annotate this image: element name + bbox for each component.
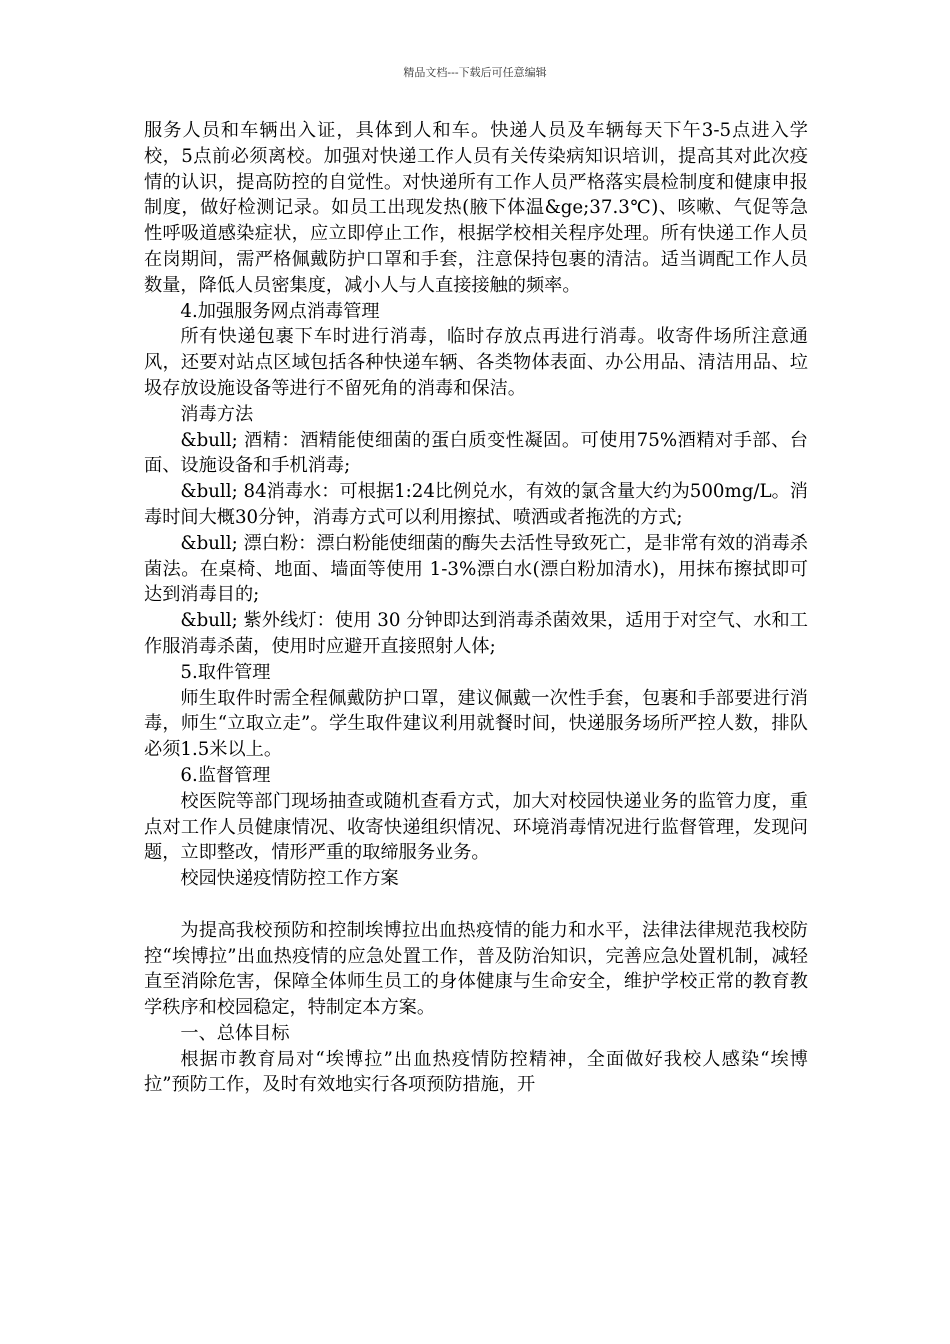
document-body [144, 118, 808, 1098]
paragraph: 一、总体目标 [180, 1022, 290, 1044]
paragraph: 校园快递疫情防控工作方案 [180, 868, 399, 890]
paragraph: 服务人员和车辆出入证，具体到人和车。快递人员及车辆每天下午3-5点进入学校，5点前必须离校。加强对快递工作人员有关传染病知识培训，提高其对此次疫情的认识，提高防控的自觉性。对快递所有工作人员严格落实晨检制度和健康申报制度，做好检测记录。如员工出现发热(腋下体温&ge;37.3℃)、咳嗽、气促等急性呼吸道感染症状，应立即停止工作，根据学校相关程序处理。所有快递工作人员在岗期间，需严格佩戴防护口罩和手套，注意保持包裹的清洁。适当调配工作人员数量，降低人员密集度，减小人与人直接接触的频率。 [144, 120, 808, 296]
paragraph: 6.监督管理 [180, 764, 271, 786]
paragraph: 所有快递包裹下车时进行消毒，临时存放点再进行消毒。收寄件场所注意通风，还要对站点区域包括各种快递车辆、各类物体表面、办公用品、清洁用品、垃圾存放设施设备等进行不留死角的消毒和保洁。 [144, 326, 808, 399]
paragraph: 消毒方法 [180, 403, 254, 425]
blank-line [144, 892, 808, 918]
paragraph: &bull; 84消毒水：可根据1:24比例兑水，有效的氯含量大约为500mg/L。消毒时间大概30分钟，消毒方式可以利用擦拭、喷洒或者拖洗的方式; [144, 481, 808, 528]
page-header: 精品文档---下载后可任意编辑 [403, 66, 547, 79]
paragraph: &bull; 酒精：酒精能使细菌的蛋白质变性凝固。可使用75%酒精对手部、台面、设施设备和手机消毒; [144, 429, 808, 477]
paragraph: 师生取件时需全程佩戴防护口罩，建议佩戴一次性手套，包裹和手部要进行消毒，师生“立取立走”。学生取件建议利用就餐时间，快递服务场所严控人数，排队必须1.5米以上。 [144, 687, 808, 761]
paragraph: 根据市教育局对“埃博拉”出血热疫情防控精神，全面做好我校人感染“埃博拉”预防工作，及时有效地实行各项预防措施，开 [144, 1048, 808, 1096]
paragraph: 4.加强服务网点消毒管理 [180, 300, 380, 322]
paragraph: &bull; 紫外线灯：使用 30 分钟即达到消毒杀菌效果，适用于对空气、水和工作服消毒杀菌，使用时应避开直接照射人体; [144, 610, 808, 657]
paragraph: &bull; 漂白粉：漂白粉能使细菌的酶失去活性导致死亡，是非常有效的消毒杀菌法。在桌椅、地面、墙面等使用 1-3%漂白水(漂白粉加清水)，用抹布擦拭即可达到消毒目的; [144, 532, 808, 606]
paragraph: 5.取件管理 [180, 661, 271, 683]
paragraph: 校医院等部门现场抽查或随机查看方式，加大对校园快递业务的监管力度，重点对工作人员健康情况、收寄快递组织情况、环境消毒情况进行监督管理，发现问题，立即整改，情形严重的取缔服务业务。 [144, 790, 808, 864]
paragraph: 为提高我校预防和控制埃博拉出血热疫情的能力和水平，法律法律规范我校防控“埃博拉”出血热疫情的应急处置工作，普及防治知识，完善应急处置机制，减轻直至消除危害，保障全体师生员工的身体健康与生命安全，维护学校正常的教育教学秩序和校园稳定，特制定本方案。 [144, 919, 808, 1019]
